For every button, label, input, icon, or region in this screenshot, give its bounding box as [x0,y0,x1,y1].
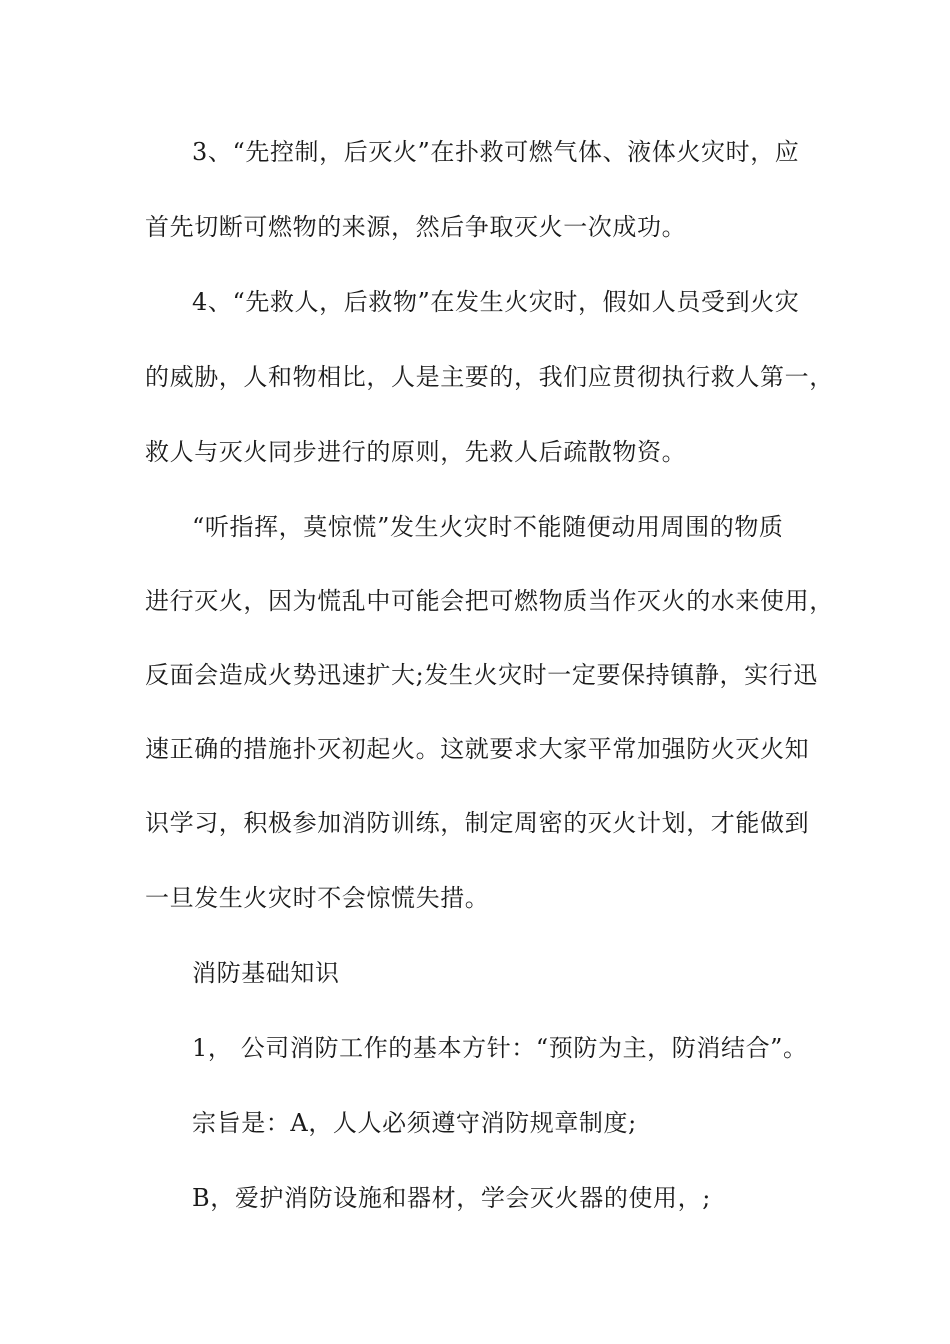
paragraph-5-line-6: 一旦发生火灾时不会惊慌失措。 [145,884,490,912]
paragraph-5-line-3: 反面会造成火势迅速扩大;发生火灾时一定要保持镇静，实行迅 [145,661,818,689]
purpose-line-b: B，爱护消防设施和器材，学会灭火器的使用，; [192,1184,711,1212]
paragraph-4-line-1: 4、“先救人，后救物”在发生火灾时，假如人员受到火灾 [192,288,800,316]
paragraph-3-line-1: 3、“先控制，后灭火”在扑救可燃气体、液体火灾时，应 [192,138,800,166]
section-heading: 消防基础知识 [192,959,340,987]
purpose-line-a: 宗旨是：A，人人必须遵守消防规章制度; [192,1109,637,1137]
paragraph-3-line-2: 首先切断可燃物的来源，然后争取灭火一次成功。 [145,213,687,241]
paragraph-5-line-5: 识学习，积极参加消防训练，制定周密的灭火计划，才能做到 [145,809,810,837]
paragraph-5-line-2: 进行灭火，因为慌乱中可能会把可燃物质当作灭火的水来使用， [145,587,834,615]
paragraph-4-line-3: 救人与灭火同步进行的原则，先救人后疏散物资。 [145,438,687,466]
paragraph-4-line-2: 的威胁，人和物相比，人是主要的，我们应贯彻执行救人第一， [145,363,834,391]
item-1-line: 1， 公司消防工作的基本方针：“预防为主，防消结合”。 [192,1034,808,1062]
paragraph-5-line-4: 速正确的措施扑灭初起火。这就要求大家平常加强防火灭火知 [145,735,810,763]
paragraph-5-line-1: “听指挥，莫惊慌”发生火灾时不能随便动用周围的物质 [192,513,784,541]
